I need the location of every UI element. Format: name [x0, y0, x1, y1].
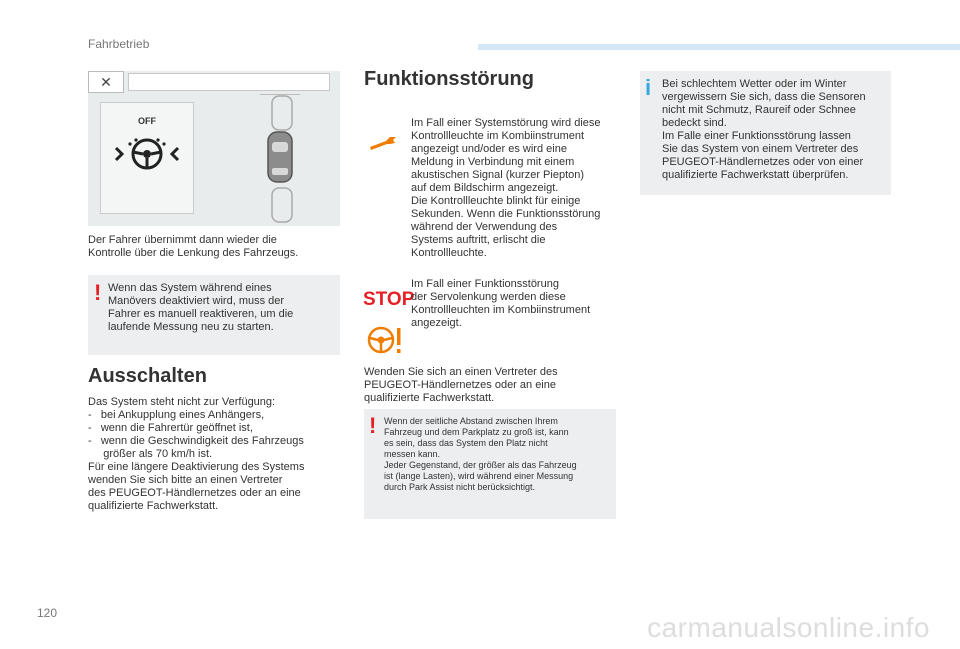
stop-warning-light: STOP — [363, 289, 415, 310]
park-assist-warning-text: Wenn der seitliche Abstand zwischen Ihrem Fahrzeug und dem Parkplatz zu groß ist, kann es sein, dass das System den Platz nicht messen kann. Jeder Gegenstand, der größer als das Fahrzeug ist (lange Lasten), wird während einer Messung durch Park Assist nicht berücksichtigt. — [384, 416, 577, 492]
ausschalten-body: Das System steht nicht zur Verfügung: - bei Ankupplung eines Anhängers, - wenn die Fahrertür geöffnet ist, - wenn die Geschwindigkeit des Fahrzeugs größer als 70 km/h ist. Für eine längere Deaktivierung des Systems wenden Sie sich bitte an einen Vertreter des PEUGEOT-Händlernetzes oder an eine qualifizierte Fachwerkstatt. — [88, 396, 305, 512]
wrench-icon — [368, 134, 398, 152]
warning-text: Wenn das System während eines Manövers deaktiviert wird, muss der Fahrer es manuell reaktiveren, um die laufende Messung neu zu starten. — [108, 282, 294, 333]
page-number: 120 — [37, 606, 58, 620]
steering-off-icon — [112, 136, 182, 174]
heading-ausschalten: Ausschalten — [88, 365, 207, 387]
watermark: carmanualsonline.info — [647, 612, 930, 643]
header-bar — [478, 44, 960, 50]
servolenkung-text: Im Fall einer Funktionsstörung der Servolenkung werden diese Kontrollleuchten im Kombiinstrument angezeigt. — [411, 278, 591, 329]
parking-cars-icon — [258, 94, 304, 224]
intro-paragraph: Der Fahrer übernimmt dann wieder die Kontrolle über die Lenkung des Fahrzeugs. — [88, 234, 299, 259]
display-bar — [128, 73, 330, 91]
vertreter-text: Wenden Sie sich an einen Vertreter des PEUGEOT-Händlernetzes oder an eine qualifizierte Fachwerkstatt. — [364, 366, 558, 404]
steering-fault-icon — [367, 324, 407, 356]
warning-icon: ! — [369, 413, 377, 438]
systemstoerung-text: Im Fall einer Systemstörung wird diese Kontrollleuchte im Kombiinstrument angezeigt und/oder es wird eine Meldung in Verbindung mit einem akustischen Signal (kurzer Piepton) auf dem Bildschirm angezeigt. Die Kontrollleuchte blinkt für einige Sekunden. Wenn die Funktionsstörung während der Verwendung des Systems auftritt, erlischt die Kontrollleuchte. — [411, 117, 601, 259]
info-text: Bei schlechtem Wetter oder im Winter vergewissern Sie sich, dass die Sensoren nicht mit Schmutz, Raureif oder Schnee bedeckt sind. Im Falle einer Funktionsstörung lassen Sie das System von einem Vertreter des PEUGEOT-Händlernetzes oder von einer qualifizierte Fachwerkstatt überprüfen. — [662, 78, 866, 181]
section-title: Fahrbetrieb — [88, 37, 150, 51]
off-label: OFF — [138, 116, 156, 126]
heading-funktionsstoerung: Funktionsstörung — [364, 68, 534, 90]
park-assist-button: ✕ — [88, 71, 124, 93]
info-icon: i — [645, 75, 652, 100]
warning-icon: ! — [94, 280, 102, 305]
